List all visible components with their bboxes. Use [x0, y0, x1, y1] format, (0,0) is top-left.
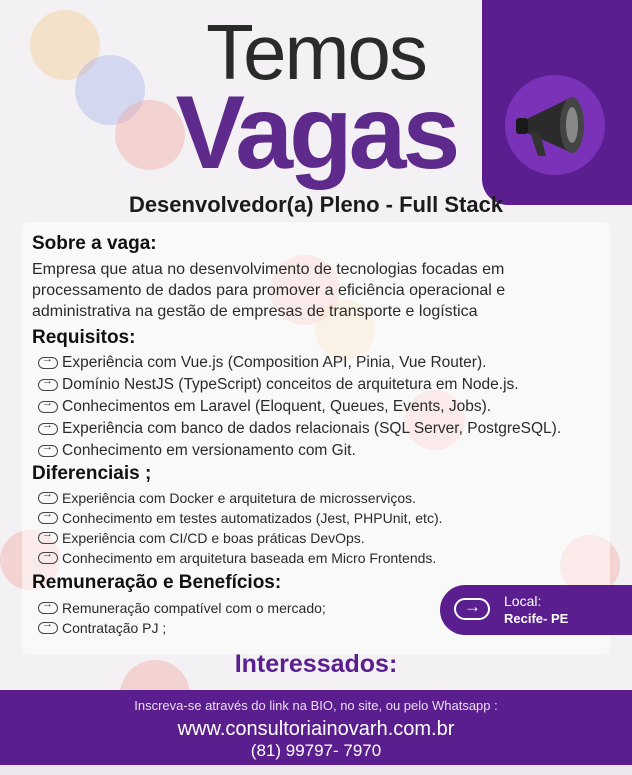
about-line: Empresa que atua no desenvolvimento de tecnologias focadas em [32, 261, 505, 278]
arrow-icon [454, 598, 490, 620]
arrow-icon [38, 602, 58, 614]
about-line: administrativa na gestão de empresas de transporte e logística [32, 303, 478, 320]
about-heading: Sobre a vaga: [32, 233, 157, 254]
about-text [32, 259, 592, 322]
location-badge [440, 585, 632, 635]
arrow-icon [38, 622, 58, 634]
requirements-list [38, 352, 561, 462]
arrow-icon [38, 512, 58, 524]
list-item: → Contratação PJ ; [38, 618, 326, 638]
contact-footer [0, 690, 632, 765]
arrow-icon [38, 532, 58, 544]
benefits-list [38, 598, 326, 638]
list-item: → Experiência com Vue.js (Composition API, Pinia, Vue Router). [38, 352, 561, 374]
list-item: → Remuneração compatível com o mercado; [38, 598, 326, 618]
bottom-strip [0, 765, 632, 775]
list-item: → Experiência com Docker e arquitetura de microsserviços. [38, 488, 443, 508]
list-item: → Domínio NestJS (TypeScript) conceitos de arquitetura em Node.js. [38, 374, 561, 396]
differentials-list [38, 488, 443, 568]
differentials-heading: Diferenciais ; [32, 463, 152, 484]
arrow-icon [38, 423, 58, 435]
about-line: processamento de dados para promover a eficiência operacional e [32, 282, 506, 299]
list-item: → Experiência com banco de dados relacionais (SQL Server, PostgreSQL). [38, 418, 561, 440]
job-title: Desenvolvedor(a) Pleno - Full Stack [128, 192, 504, 217]
headline-line1: Temos [206, 8, 426, 96]
phone-number[interactable]: (81) 99797- 7970 [250, 741, 382, 760]
arrow-icon [38, 357, 58, 369]
headline-line2: Vagas [175, 75, 457, 191]
arrow-icon [38, 552, 58, 564]
arrow-icon [38, 379, 58, 391]
list-item: → Experiência com CI/CD e boas práticas DevOps. [38, 528, 443, 548]
contact-heading: Interessados: [234, 650, 398, 678]
website-link[interactable]: www.consultoriainovarh.com.br [177, 718, 455, 740]
benefits-heading: Remuneração e Benefícios: [32, 572, 282, 593]
arrow-icon [38, 492, 58, 504]
contact-instruction: Inscreva-se através do link na BIO, no site, ou pelo Whatsapp : [134, 698, 498, 713]
location-label: Local: [504, 593, 542, 609]
list-item: → Conhecimento em testes automatizados (Jest, PHPUnit, etc). [38, 508, 443, 528]
arrow-icon [38, 401, 58, 413]
arrow-icon [38, 445, 58, 457]
list-item: → Conhecimentos em Laravel (Eloquent, Queues, Events, Jobs). [38, 396, 561, 418]
location-value: Recife- PE [504, 611, 569, 626]
list-item: → Conhecimento em versionamento com Git. [38, 440, 561, 462]
requirements-heading: Requisitos: [32, 327, 136, 348]
list-item: → Conhecimento em arquitetura baseada em Micro Frontends. [38, 548, 443, 568]
